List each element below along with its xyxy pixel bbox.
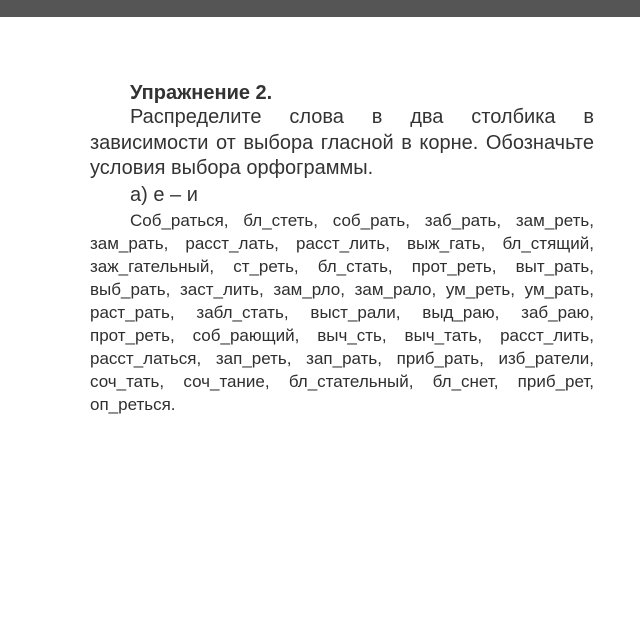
top-bar xyxy=(0,0,640,17)
exercise-subheading: а) е – и xyxy=(130,184,198,206)
exercise-title: Упражнение 2. xyxy=(130,82,273,104)
word-list: Соб_раться, бл_стеть, соб_рать, заб_рать, зам_реть, зам_рать, расст_лать, расст_лить, выж_гать, бл_стящий, заж_гательный, ст_реть, бл_стать, прот_реть, выт_рать, выб_рать, заст_лить, зам_рло, зам_рало, ум_реть, ум_рать, раст_рать, забл_стать, выст_рали, выд_раю, заб_раю, прот_реть, соб_рающий, выч_сть, выч_тать, расст_лить, расст_латься, зап_реть, зап_рать, приб_рать, изб_ратели, соч_тать, соч_тание, бл_стательный, бл_снет, приб_рет, оп_реться. xyxy=(90,211,594,414)
exercise-instruction: Распределите слова в два столбика в зависимости от выбора гласной в корне. Обозначьте условия выбора орфограммы. xyxy=(90,106,594,179)
document-page xyxy=(0,17,640,640)
